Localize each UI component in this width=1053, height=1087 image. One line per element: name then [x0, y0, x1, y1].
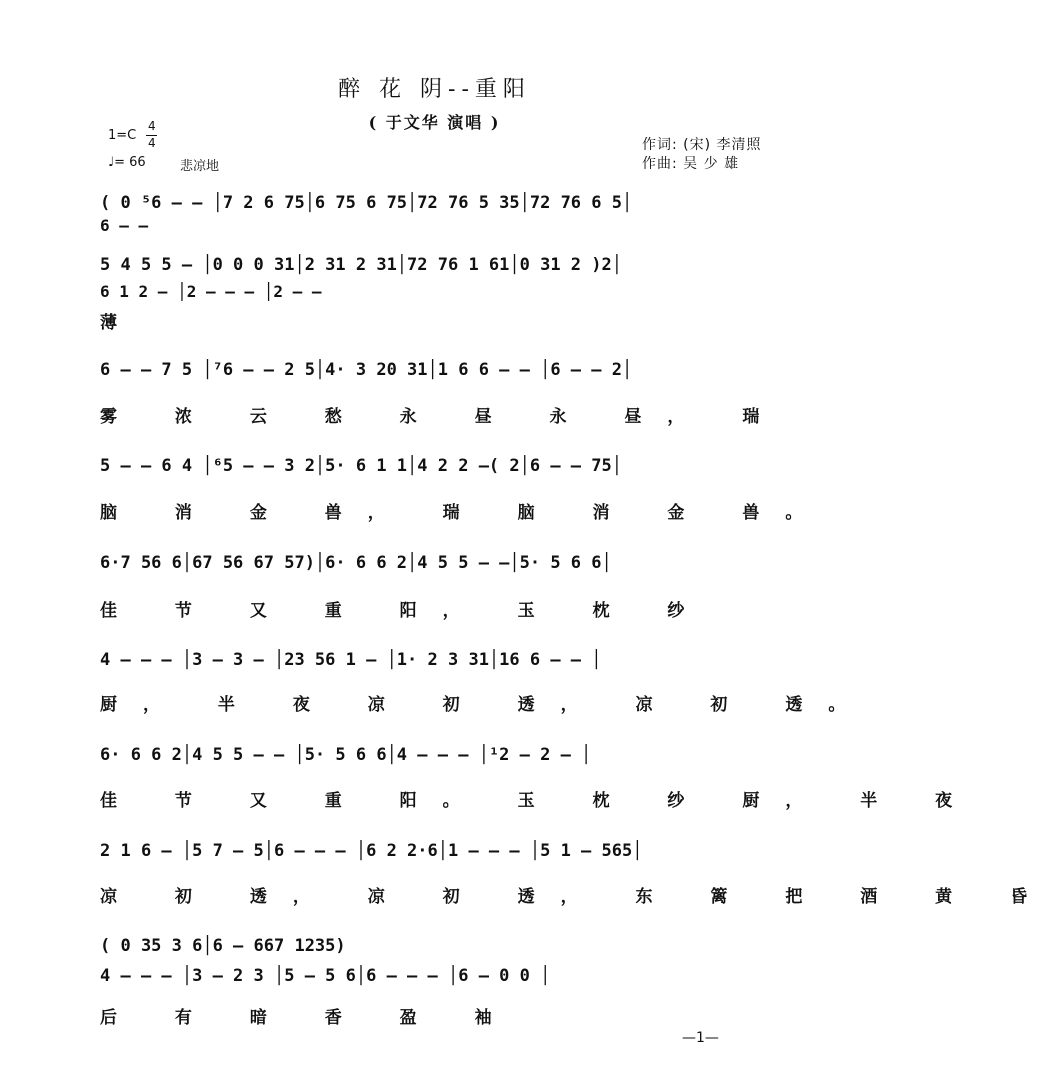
- notation-line: 4 — — — │3 — 3 — │23 56 1 — │1· 2 3 31│16 6 — — │: [100, 650, 602, 670]
- score-row-2-lower-voice: [100, 282, 790, 308]
- lower-voice-line: 6 — —: [100, 216, 149, 235]
- lyricist-credit: 作词: (宋) 李清照: [642, 137, 762, 153]
- time-signature-bottom: 4: [148, 136, 156, 150]
- lyric-line-5: 佳 节 又 重 阳， 玉 枕 纱: [100, 601, 711, 621]
- notation-line: 2 1 6 — │5 7 — 5│6 — — — │6 2 2·6│1 — — — │5 1 — 565│: [100, 841, 643, 861]
- score-row-2: [100, 255, 790, 281]
- score-row-4: [100, 456, 790, 482]
- score-row-3: [100, 360, 790, 386]
- score-row-9: [100, 936, 790, 962]
- lyric-line-6: 厨， 半 夜 凉 初 透， 凉 初 透。: [100, 695, 872, 715]
- notation-line: 6· 6 6 2│4 5 5 — — │5· 5 6 6│4 — — — │¹2 — 2 — │: [100, 745, 592, 765]
- score-row-8: [100, 841, 790, 867]
- score-row-9-lower-voice: [100, 966, 790, 992]
- score-row-5: [100, 553, 790, 579]
- expression-marking: 悲凉地: [180, 159, 220, 174]
- notation-line: 5 — — 6 4 │⁶5 — — 3 2│5· 6 1 1│4 2 2 —( 2│6 — — 75│: [100, 456, 622, 476]
- page-number: —1—: [682, 1030, 719, 1046]
- composer-credit: 作曲: 吴 少 雄: [642, 156, 740, 172]
- notation-line: ( 0 ⁵6 — — │7 2 6 75│6 75 6 75│72 76 5 35│72 76 6 5│: [100, 193, 633, 213]
- song-title: 醉 花 阴--重阳: [338, 77, 531, 102]
- lyric-line-9: 后 有 暗 香 盈 袖: [100, 1008, 518, 1028]
- score-row-7: [100, 745, 790, 771]
- time-signature-top: 4: [148, 119, 156, 133]
- score-row-1-lower-voice: [100, 216, 790, 242]
- lyric-line-8: 凉 初 透， 凉 初 透， 东 篱 把 酒 黄 昏: [100, 887, 1053, 907]
- key-signature: 1=C: [108, 128, 137, 143]
- notation-line-main: 4 — — — │3 — 2 3 │5 — 5 6│6 — — — │6 — 0 0 │: [100, 966, 551, 986]
- tempo-marking: ♩= 66: [108, 155, 146, 170]
- lyric-line-2: 薄: [100, 313, 143, 333]
- score-row-6: [100, 650, 790, 676]
- lower-voice-line: 6 1 2 — │2 — — — │2 — —: [100, 282, 322, 301]
- performer-credit: ( 于文华 演唱 ): [368, 113, 501, 132]
- lyric-line-3: 雾 浓 云 愁 永 昼 永 昼， 瑞: [100, 407, 786, 427]
- notation-line: ( 0 35 3 6│6 — 667 1235): [100, 936, 346, 956]
- lyric-line-4: 脑 消 金 兽， 瑞 脑 消 金 兽。: [100, 503, 829, 523]
- notation-line: 6 — — 7 5 │⁷6 — — 2 5│4· 3 20 31│1 6 6 — — │6 — — 2│: [100, 360, 633, 380]
- notation-line: 5 4 5 5 — │0 0 0 31│2 31 2 31│72 76 1 61│0 31 2 )2│: [100, 255, 622, 275]
- notation-line: 6·7 56 6│67 56 67 57)│6· 6 6 2│4 5 5 — —│5· 5 6 6│: [100, 553, 612, 573]
- lyric-line-7: 佳 节 又 重 阳。 玉 枕 纱 厨， 半 夜: [100, 791, 979, 811]
